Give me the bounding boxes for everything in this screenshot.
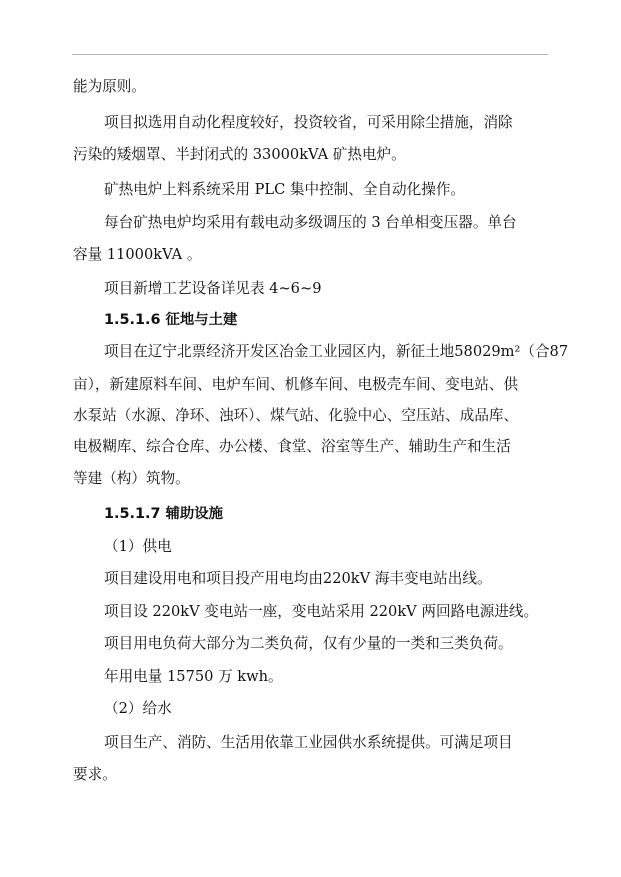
paragraph-line: 污染的矮烟罩、半封闭式的 33000kVA 矿热电炉。 <box>73 146 406 163</box>
paragraph-line: 项目用电负荷大部分为二类负荷，仅有少量的一类和三类负荷。 <box>104 635 513 652</box>
paragraph-line: 能为原则。 <box>73 78 146 95</box>
paragraph-line: 项目设 220kV 变电站一座，变电站采用 220kV 两回路电源进线。 <box>104 603 539 620</box>
paragraph-line: 每台矿热电炉均采用有载电动多级调压的 3 台单相变压器。单台 <box>104 214 517 231</box>
paragraph-line: 项目新增工艺设备详见表 4~6~9 <box>104 280 322 297</box>
paragraph-line: 亩），新建原料车间、电炉车间、机修车间、电极壳车间、变电站、供 <box>73 376 519 393</box>
paragraph-line: 水泵站（水源、净环、浊环）、煤气站、化验中心、空压站、成品库、 <box>73 407 519 424</box>
header-rule <box>72 54 548 55</box>
paragraph-line: 项目在辽宁北票经济开发区冶金工业园区内，新征土地58029m²（合87 <box>104 343 569 360</box>
paragraph-line: 项目生产、消防、生活用依靠工业园供水系统提供。可满足项目 <box>104 734 513 751</box>
section-heading-1-5-1-6: 1.5.1.6 征地与土建 <box>104 312 238 328</box>
paragraph-line: 项目建设用电和项目投产用电均由220kV 海丰变电站出线。 <box>104 570 492 587</box>
paragraph-line: 矿热电炉上料系统采用 PLC 集中控制、全自动化操作。 <box>104 181 466 198</box>
paragraph-line: 要求。 <box>73 766 117 783</box>
paragraph-line: 等建（构）筑物。 <box>73 470 190 487</box>
paragraph-line: 项目拟选用自动化程度较好，投资较省，可采用除尘措施，消除 <box>104 114 513 131</box>
paragraph-line: 电极糊库、综合仓库、办公楼、食堂、浴室等生产、辅助生产和生活 <box>73 438 511 455</box>
paragraph-line: 容量 11000kVA 。 <box>73 246 202 263</box>
section-heading-1-5-1-7: 1.5.1.7 辅助设施 <box>104 506 224 522</box>
subsection-water-supply: （2）给水 <box>104 700 172 717</box>
subsection-power-supply: （1）供电 <box>104 538 172 555</box>
paragraph-line: 年用电量 15750 万 kwh。 <box>104 668 283 685</box>
